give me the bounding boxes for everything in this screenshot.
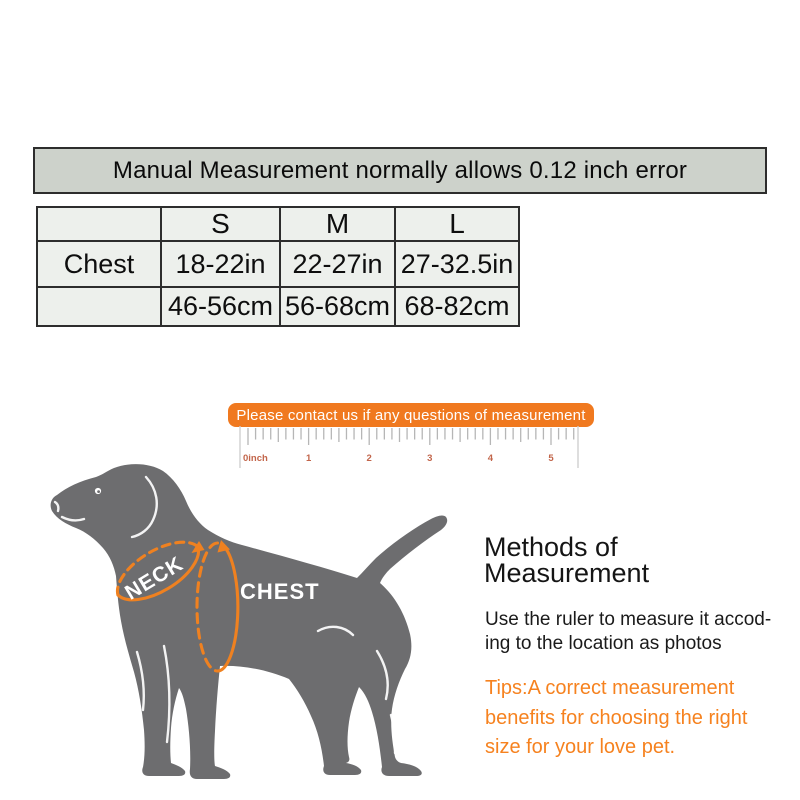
- size-table-cell: L: [395, 207, 519, 241]
- info-tips-line: Tips:A correct measurement: [485, 677, 735, 699]
- size-table: [36, 206, 520, 327]
- neck-label: NECK: [121, 552, 188, 605]
- ruler-label: 0inch: [243, 453, 268, 464]
- ruler-label: 2: [366, 453, 372, 464]
- info-title-line: Methods of: [484, 532, 618, 562]
- ruler-label: 1: [305, 453, 312, 464]
- size-table-cell: S: [161, 207, 280, 241]
- size-table-cell: [37, 207, 161, 241]
- info-body: [485, 608, 771, 655]
- size-table-row-inches: [37, 241, 519, 287]
- size-table-cell: 56-68cm: [280, 287, 395, 326]
- size-table-header-row: [37, 207, 519, 241]
- info-title-line: Measurement: [484, 558, 650, 588]
- size-table-cell: 18-22in: [161, 241, 280, 287]
- info-tips-line: benefits for choosing the right: [485, 706, 748, 729]
- size-table-cell: 27-32.5in: [395, 241, 519, 287]
- measurement-error-text: Manual Measurement normally allows 0.12 inch error: [112, 156, 688, 184]
- size-table-cell: [37, 287, 161, 326]
- ruler-label: 5: [548, 453, 554, 464]
- info-body-line: ing to the location as photos: [485, 632, 722, 654]
- info-tips-line: size for your love pet.: [485, 736, 676, 758]
- size-table-cell: 22-27in: [280, 241, 395, 287]
- measurement-error-banner: [33, 147, 767, 194]
- info-tips: [485, 674, 747, 763]
- size-table-cell: Chest: [37, 241, 161, 287]
- contact-banner-text: Please contact us if any questions of measurement: [236, 406, 586, 424]
- ruler-label: 3: [427, 453, 433, 464]
- ruler-label: 4: [487, 453, 494, 464]
- dog-eye: [95, 488, 101, 494]
- size-table-row-cm: [37, 287, 519, 326]
- chest-label: CHEST: [240, 579, 320, 604]
- size-table-cell: 46-56cm: [161, 287, 280, 326]
- dog-silhouette: [51, 464, 448, 779]
- size-table-cell: M: [280, 207, 395, 241]
- size-table-cell: 68-82cm: [395, 287, 519, 326]
- info-title: [484, 534, 649, 586]
- dog-diagram: [38, 458, 472, 800]
- info-body-line: Use the ruler to measure it accod-: [485, 609, 772, 630]
